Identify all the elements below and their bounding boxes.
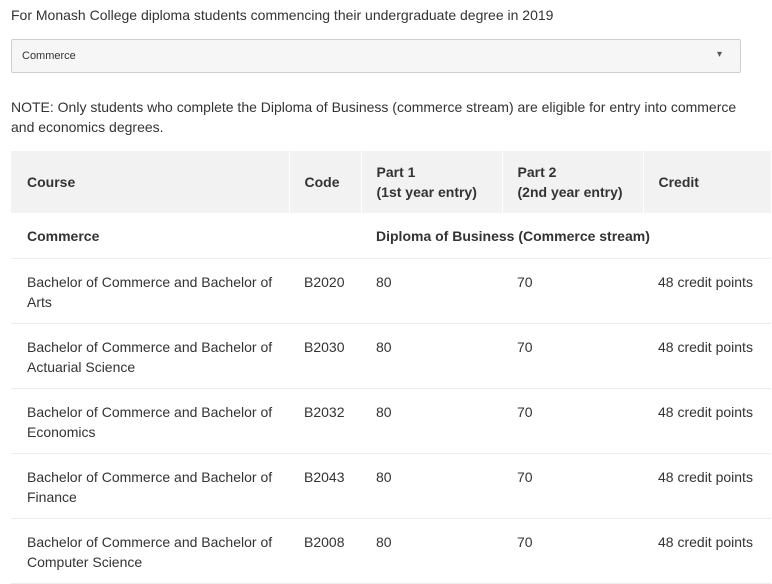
header-part2-title: Part 2 — [517, 164, 557, 180]
course-area-select[interactable] — [11, 39, 741, 73]
course-name: Bachelor of Commerce and Bachelor of Finance — [11, 453, 289, 518]
header-part1-subtitle: (1st year entry) — [376, 184, 477, 200]
part2-value: 70 — [502, 518, 643, 583]
course-code: B2030 — [289, 323, 361, 388]
header-part1-title: Part 1 — [376, 164, 416, 180]
course-code: B2032 — [289, 388, 361, 453]
course-name: Bachelor of Commerce and Bachelor of Computer Science — [11, 518, 289, 583]
part2-value: 70 — [502, 453, 643, 518]
note-line-1: NOTE: Only students who complete the Diploma of Business (commerce stream) are eligible for entry into commerce — [11, 99, 737, 115]
credit-value: 48 credit points — [643, 453, 771, 518]
credit-value: 48 credit points — [643, 258, 771, 323]
course-code: B2043 — [289, 453, 361, 518]
course-name: Bachelor of Commerce and Bachelor of Arts — [11, 258, 289, 323]
group-diploma: Diploma of Business (Commerce stream) — [361, 213, 771, 258]
table-row — [11, 453, 771, 518]
group-code-empty — [289, 213, 361, 258]
part2-value: 70 — [502, 323, 643, 388]
credit-value: 48 credit points — [643, 518, 771, 583]
group-row — [11, 213, 771, 258]
chevron-down-icon: ▾ — [716, 49, 722, 60]
header-course: Course — [11, 151, 289, 213]
table-row — [11, 388, 771, 453]
course-code: B2008 — [289, 518, 361, 583]
eligibility-note — [11, 97, 771, 137]
part1-value: 80 — [361, 323, 502, 388]
credit-value: 48 credit points — [643, 323, 771, 388]
header-part2-subtitle: (2nd year entry) — [517, 184, 623, 200]
credit-table — [11, 151, 772, 584]
course-name: Bachelor of Commerce and Bachelor of Economics — [11, 388, 289, 453]
part1-value: 80 — [361, 258, 502, 323]
note-line-2: and economics degrees. — [11, 119, 164, 135]
course-name: Bachelor of Commerce and Bachelor of Actuarial Science — [11, 323, 289, 388]
credit-value: 48 credit points — [643, 388, 771, 453]
intro-text: For Monash College diploma students commencing their undergraduate degree in 2019 — [11, 7, 554, 23]
table-header-row — [11, 151, 771, 213]
table-row — [11, 258, 771, 323]
table-row — [11, 323, 771, 388]
part1-value: 80 — [361, 518, 502, 583]
part1-value: 80 — [361, 388, 502, 453]
header-code: Code — [289, 151, 361, 213]
group-name: Commerce — [11, 213, 289, 258]
header-credit: Credit — [643, 151, 771, 213]
course-code: B2020 — [289, 258, 361, 323]
part2-value: 70 — [502, 258, 643, 323]
part1-value: 80 — [361, 453, 502, 518]
header-part1 — [361, 151, 502, 213]
part2-value: 70 — [502, 388, 643, 453]
header-part2 — [502, 151, 643, 213]
table-row — [11, 518, 771, 583]
course-area-select-value: Commerce — [22, 50, 76, 62]
